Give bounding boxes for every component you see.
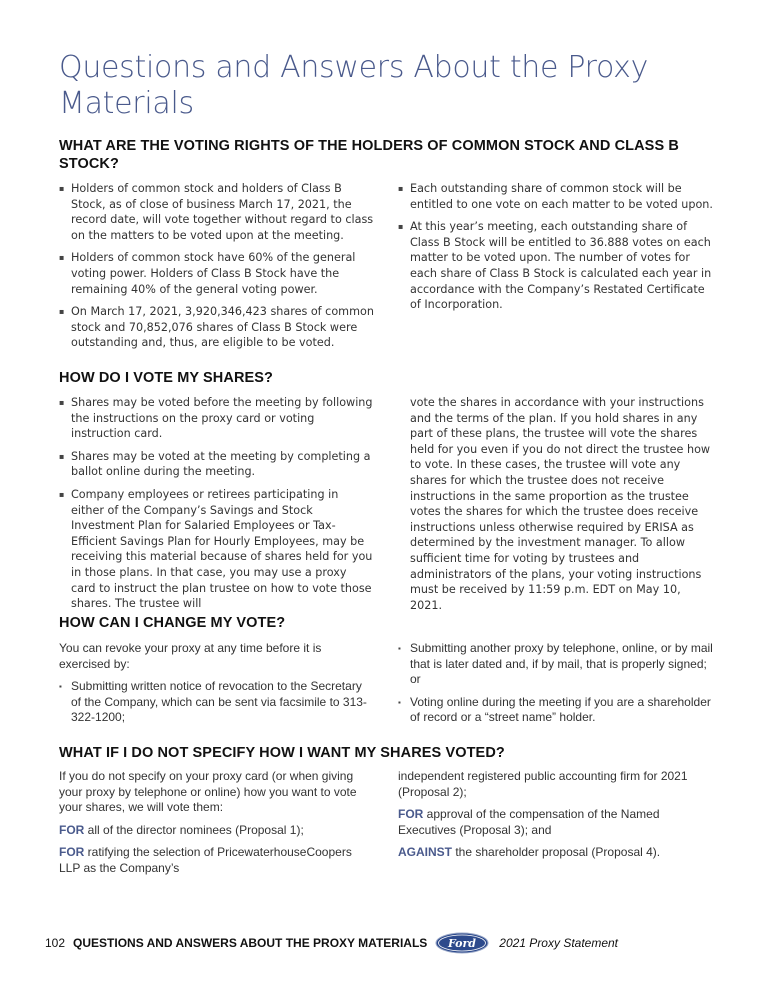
change-vote-right-column (398, 641, 716, 733)
voting-rights-left-column (59, 181, 374, 358)
vote-item (398, 807, 716, 838)
list-item: ▪ Shares may be voted before the meeting by following the instructions on the proxy card or voting instruction card. (59, 395, 374, 442)
list-item: ▪ Each outstanding share of common stock will be entitled to one vote on each matter to be voted upon. (398, 181, 716, 212)
vote-keyword: FOR (59, 845, 85, 860)
list-item: ▪ At this year’s meeting, each outstanding share of Class B Stock will be entitled to 36.888 votes on each matter to be voted upon. The number of votes for each share of Class B Stock is calculated each year in accordance with the Company’s Restated Certificate of Incorporation. (398, 219, 716, 313)
list-item: ▪ Voting online during the meeting if you are a shareholder of record or a “street name” holder. (398, 695, 716, 726)
page-footer (45, 935, 618, 951)
list-item: ▪ Holders of common stock have 60% of the general voting power. Holders of Class B Stock have the remaining 40% of the general voting power. (59, 250, 374, 297)
section-heading-change-vote: HOW CAN I CHANGE MY VOTE? (59, 615, 286, 631)
footer-section-title: QUESTIONS AND ANSWERS ABOUT THE PROXY MATERIALS (73, 936, 428, 950)
vote-text: approval of the compensation of the Named Executives (Proposal 3); and (398, 807, 660, 837)
section-heading-not-specify: WHAT IF I DO NOT SPECIFY HOW I WANT MY SHARES VOTED? (59, 745, 505, 761)
list-item: ▪ On March 17, 2021, 3,920,346,423 shares of common stock and 70,852,076 shares of Class B Stock were outstanding and, thus, are eligible to be voted. (59, 304, 374, 351)
vote-item (59, 823, 374, 839)
not-specify-left-column (59, 769, 374, 884)
page-title: Questions and Answers About the Proxy Materials (59, 50, 649, 121)
paragraph: If you do not specify on your proxy card (or when giving your proxy by telephone or online) how you want to vote your shares, we will vote them: (59, 769, 357, 815)
list-item: ▪ Submitting another proxy by telephone, online, or by mail that is later dated and, if by mail, that is properly signed; or (398, 641, 716, 688)
page-number: 102 (45, 936, 66, 950)
vote-keyword: AGAINST (398, 845, 452, 860)
section-heading-voting-rights: WHAT ARE THE VOTING RIGHTS OF THE HOLDERS OF COMMON STOCK AND CLASS B STOCK? (59, 138, 679, 172)
paragraph: You can revoke your proxy at any time before it is exercised by: (59, 641, 322, 671)
ford-logo-icon (435, 932, 489, 954)
voting-rights-right-column (398, 181, 716, 320)
list-item: ▪ Company employees or retirees participating in either of the Company’s Savings and Stock Investment Plan for Salaried Employees or Tax-Efficient Savings Plan for Hourly Employees, may be receiving this material because of shares held for you in those plans. In that case, you may use a proxy card to instruct the plan trustee on how to vote those shares. The trustee will (59, 487, 374, 612)
change-vote-left-column (59, 641, 374, 733)
document-title: 2021 Proxy Statement (499, 936, 619, 950)
svg-text:Ford: Ford (448, 937, 477, 950)
not-specify-right-column (398, 769, 716, 868)
vote-keyword: FOR (59, 822, 85, 837)
vote-text: all of the director nominees (Proposal 1); (84, 822, 304, 837)
vote-item (59, 845, 374, 876)
vote-keyword: FOR (398, 807, 424, 822)
list-item: ▪ Submitting written notice of revocation to the Secretary of the Company, which can be sent via facsimile to 313-322-1200; (59, 679, 374, 726)
vote-text: ratifying the selection of PricewaterhouseCoopers LLP as the Company’s (59, 845, 352, 875)
how-vote-left-column (59, 395, 374, 619)
paragraph: independent registered public accounting firm for 2021 (Proposal 2); (398, 769, 688, 799)
paragraph: vote the shares in accordance with your instructions and the terms of the plan. If you hold shares in any part of these plans, the trustee will vote the shares held for you even if you do not direct the trustee how to vote. In these cases, the trustee will vote any shares for which the trustee does not receive instructions in the same proportion as the trustee votes the shares for which the trustee does receive instructions unless otherwise required by ERISA as determined by the investment manager. To allow sufficient time for voting by trustees and administrators of the plans, your voting instructions must be received by 11:59 p.m. EDT on May 10, 2021. (410, 396, 711, 612)
section-heading-how-vote: HOW DO I VOTE MY SHARES? (59, 370, 274, 386)
how-vote-right-column (410, 395, 716, 620)
list-item: ▪ Shares may be voted at the meeting by completing a ballot online during the meeting. (59, 449, 374, 480)
vote-item (398, 845, 716, 861)
list-item: ▪ Holders of common stock and holders of Class B Stock, as of close of business March 17, 2021, the record date, will vote together without regard to class on the matters to be voted upon at the meeting. (59, 181, 374, 243)
vote-text: the shareholder proposal (Proposal 4). (452, 845, 661, 860)
